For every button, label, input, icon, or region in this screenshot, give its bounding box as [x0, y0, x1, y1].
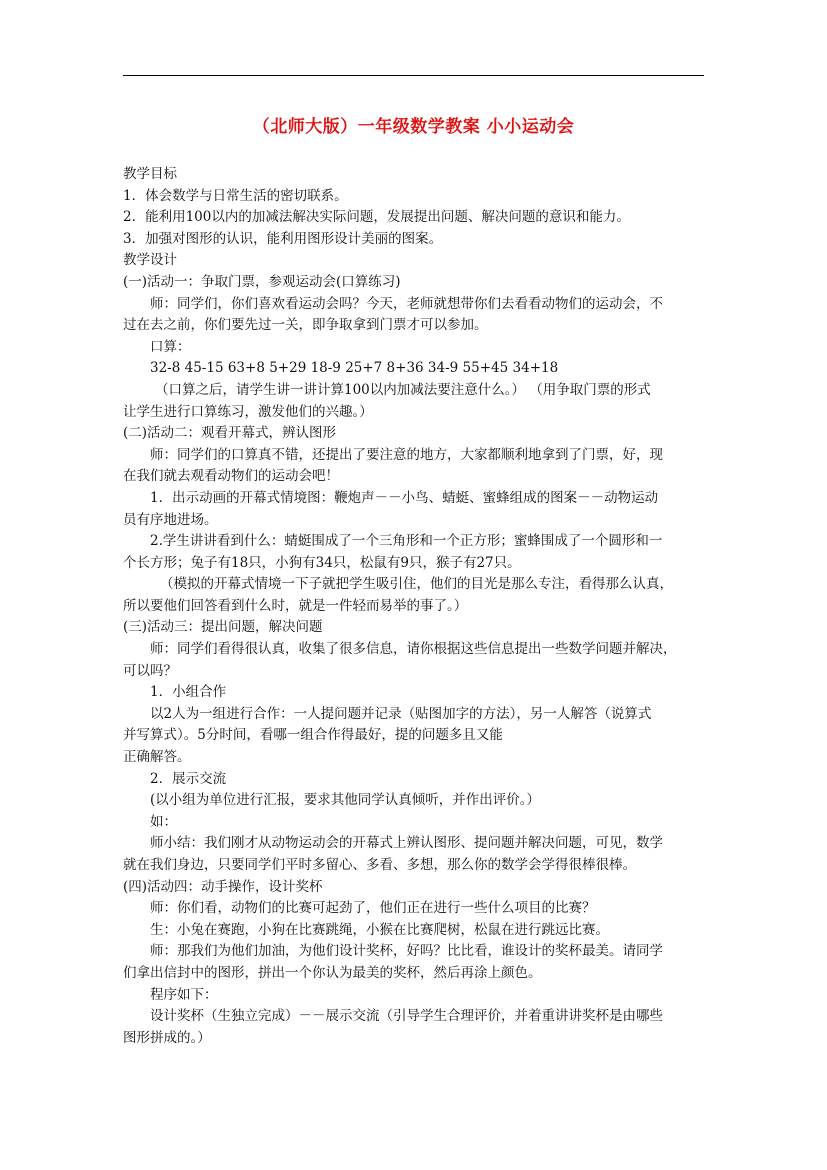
- text-line: (二)活动二：观看开幕式，辨认图形: [123, 425, 337, 442]
- text-line: 32-8 45-15 63+8 5+29 18-9 25+7 8+36 34-9 55+45 34+18: [150, 360, 559, 377]
- text-line: 1．出示动画的开幕式情境图：鞭炮声－－小鸟、蜻蜓、蜜蜂组成的图案－－动物运动: [150, 489, 659, 506]
- text-line: 口算：: [150, 338, 191, 355]
- text-line: （模拟的开幕式情境一下子就把学生吸引住，他们的目光是那么专注，看得那么认真，: [160, 576, 673, 593]
- text-line: 并写算式）。5分时间，看哪一组合作得最好，提的问题多且又能: [123, 727, 503, 744]
- header-rule: [123, 75, 704, 76]
- text-line: 师：同学们看得很认真，收集了很多信息，请你根据这些信息提出一些数学问题并解决，: [150, 641, 677, 658]
- text-line: 师：那我们为他们加油，为他们设计奖杯，好吗？比比看，谁设计的奖杯最美。请同学: [150, 943, 663, 960]
- text-line: 如：: [150, 813, 177, 830]
- text-line: 员有序地进场。: [123, 511, 218, 528]
- text-line: 师小结：我们刚才从动物运动会的开幕式上辨认图形、提问题并解决问题，可见，数学: [150, 835, 663, 852]
- text-line: 让学生进行口算练习，激发他们的兴趣。）: [123, 403, 373, 420]
- text-line: 2．能利用100以内的加减法解决实际问题，发展提出问题、解决问题的意识和能力。: [123, 209, 630, 226]
- text-line: 师：你们看，动物们的比赛可起劲了，他们正在进行一些什么项目的比赛？: [150, 900, 596, 917]
- text-line: 教学目标: [123, 166, 177, 182]
- text-line: 1．小组合作: [150, 684, 227, 701]
- text-line: 以2人为一组进行合作：一人提问题并记录（贴图加字的方法），另一人解答（说算式: [150, 705, 652, 722]
- text-line: 设计奖杯（生独立完成）－－展示交流（引导学生合理评价，并着重讲讲奖杯是由哪些: [150, 1008, 663, 1025]
- text-line: 过在去之前，你们要先过一关，即争取拿到门票才可以参加。: [123, 317, 488, 334]
- text-line: 2．展示交流: [150, 770, 227, 787]
- text-line: 正确解答。: [123, 749, 191, 766]
- text-line: (三)活动三：提出问题，解决问题: [123, 619, 323, 636]
- text-line: 图形拼成的。）: [123, 1029, 211, 1046]
- text-line: （口算之后，请学生讲一讲计算100以内加减法要注意什么。） （用争取门票的形式: [155, 381, 651, 398]
- text-line: 师：同学们，你们喜欢看运动会吗？今天，老师就想带你们去看看动物们的运动会，不: [150, 295, 663, 312]
- text-line: 3．加强对图形的认识，能利用图形设计美丽的图案。: [123, 230, 443, 247]
- text-line: 所以要他们回答看到什么时，就是一件轻而易举的事了。）: [123, 597, 468, 614]
- text-line: 生：小兔在赛跑，小狗在比赛跳绳，小猴在比赛爬树，松鼠在进行跳远比赛。: [150, 921, 609, 938]
- text-line: 2.学生讲讲看到什么：蜻蜓围成了一个三角形和一个正方形；蜜蜂围成了一个圆形和一: [150, 533, 663, 550]
- text-line: (以小组为单位进行汇报，要求其他同学认真倾听，并作出评价。）: [150, 792, 541, 809]
- text-line: 在我们就去观看动物们的运动会吧！: [123, 468, 339, 485]
- text-line: 1．体会数学与日常生活的密切联系。: [123, 187, 348, 204]
- text-line: 教学设计: [123, 252, 177, 269]
- text-line: 就在我们身边，只要同学们平时多留心、多看、多想，那么你的数学会学得很棒很棒。: [123, 857, 636, 873]
- text-line: 可以吗？: [123, 662, 177, 679]
- text-line: (四)活动四：动手操作，设计奖杯: [123, 878, 323, 895]
- document-title: （北师大版）一年级数学教案 小小运动会: [252, 117, 575, 137]
- text-line: 们拿出信封中的图形，拼出一个你认为最美的奖杯，然后再涂上颜色。: [123, 964, 542, 981]
- document-body: [123, 164, 708, 1049]
- text-line: (一)活动一：争取门票，参观运动会(口算练习): [123, 273, 401, 290]
- text-line: 个长方形；兔子有18只，小狗有34只，松鼠有9只，猴子有27只。: [123, 554, 521, 571]
- text-line: 师：同学们的口算真不错，还提出了要注意的地方，大家都顺利地拿到了门票，好，现: [150, 446, 663, 463]
- text-line: 程序如下：: [150, 986, 218, 1003]
